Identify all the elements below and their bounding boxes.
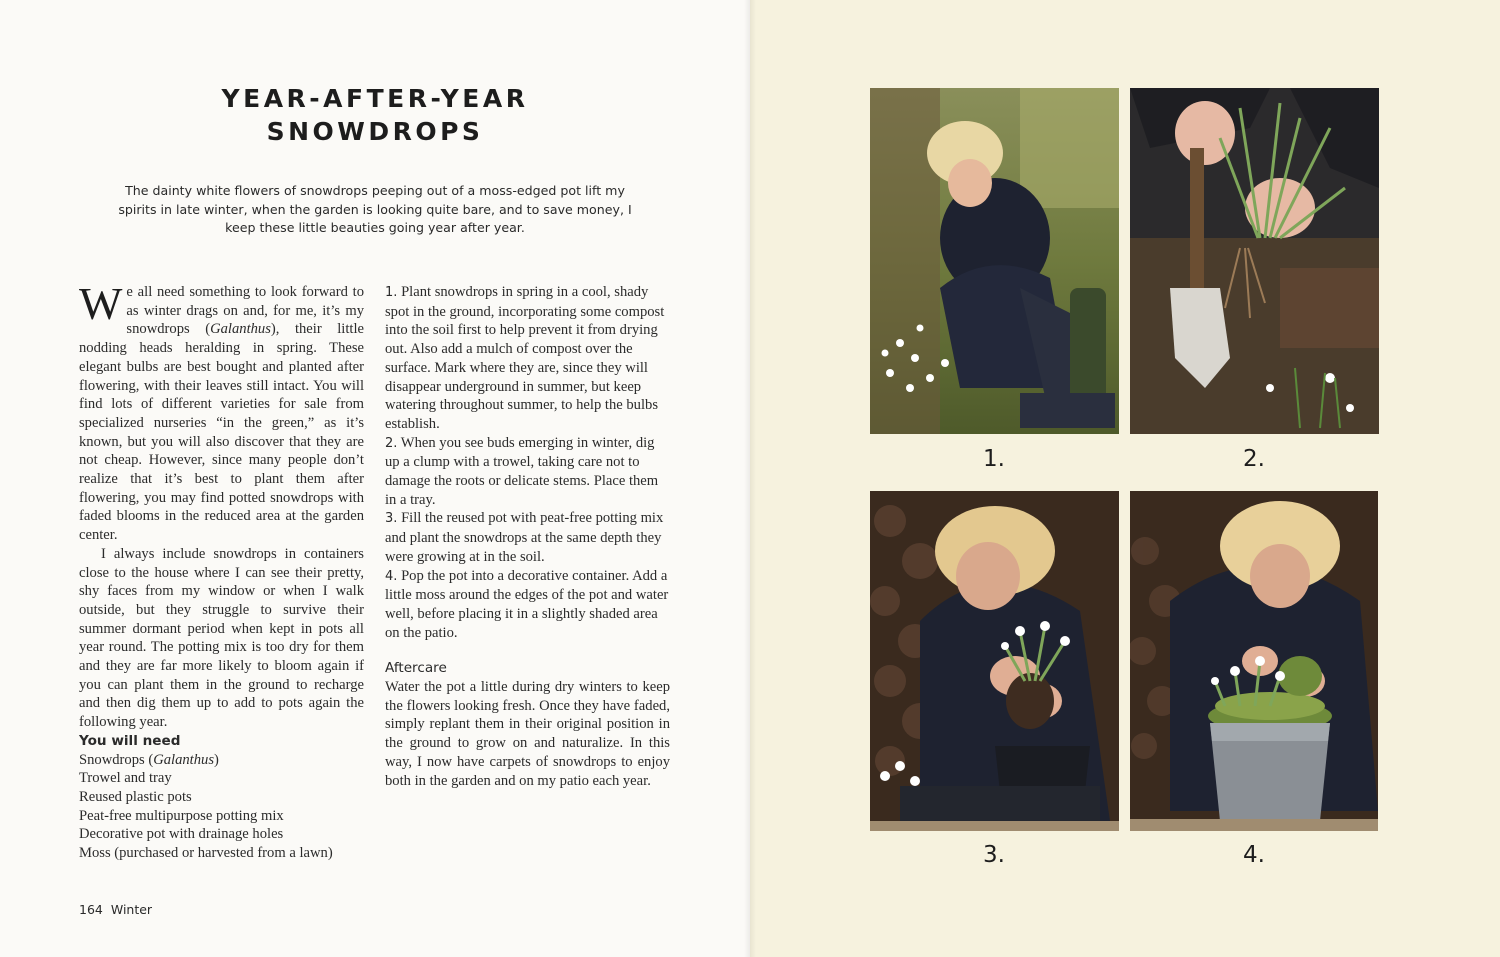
photo-caption-3: 3. [983,842,1005,868]
aftercare-paragraph: Water the pot a little during dry winters to keep the flowers looking fresh. Once they have faded, simply replant them in their original position in the ground to grow on and naturalize. In this way, I now have carpets of snowdrops to enjoy both in the garden and on my patio each year. [385,679,670,789]
photo-step-1-image [870,88,1119,434]
list-item: Moss (purchased or harvested from a lawn) [79,845,333,862]
folio [79,902,152,917]
section-name: Winter [110,902,153,917]
right-page [750,0,1500,957]
intro-paragraph: The dainty white flowers of snowdrops peeping out of a moss-edged pot lift my spirits in late winter, when the garden is looking quite bare, and to save money, I keep these little beauties going year after year. [118,183,632,236]
drop-cap: W [79,278,123,329]
body-paragraph-2: I always include snowdrops in containers close to the house where I can see their pretty, shy faces from my window or when I walk outside, but they struggle to survive their summer dormant period when kept in pots all year round. The potting mix is too dry for them and they are far more likely to bloom again if you can plant them in the ground to recharge and then dig them up to add to pots again the following year. [79,545,364,731]
photo-step-3 [870,491,1119,831]
right-text-column [385,283,670,790]
book-gutter [744,0,756,957]
photo-step-2-image [1130,88,1379,434]
list-item: Peat-free multipurpose potting mix [79,807,284,824]
list-item: Reused plastic pots [79,788,192,805]
photo-caption-1: 1. [983,446,1005,472]
photo-caption-4: 4. [1243,842,1265,868]
step-2: 2. When you see buds emerging in winter, dig up a clump with a trowel, taking care not to damage the roots or delicate stems. Place them in a tray. [385,434,659,508]
page-number: 164 [79,902,103,917]
list-item: Snowdrops (Galanthus) [79,751,219,768]
title-line-2: SNOWDROPS [266,117,484,146]
body-paragraph-1: We all need something to look forward to as winter drags on and, for me, it’s my snowdrops (Galanthus), their little nodding heads heralding in spring. These elegant bulbs are best bought and planted after flowering, with their leaves still intact. You will find lots of different varieties for sale from specialized nurseries “in the green,” as it’s known, but you will also discover that they are not cheap. However, since many people don’t realize that it’s best to plant them after flowering, you may find potted snowdrops with faded blooms in the reduced area at the garden center. [79,278,364,544]
aftercare-heading: Aftercare [385,660,447,677]
materials-list [79,751,364,863]
photo-step-1 [870,88,1119,434]
step-3: 3. Fill the reused pot with peat-free potting mix and plant the snowdrops at the same depth they were growing at in the soil. [385,510,664,565]
photo-caption-2: 2. [1243,446,1265,472]
left-text-column [79,278,364,863]
list-item: Trowel and tray [79,770,172,787]
title-line-1: YEAR-AFTER-YEAR [221,84,529,113]
step-4: 4. Pop the pot into a decorative container. Add a little moss around the edges of the pot and water well, before placing it in a slightly shaded area on the patio. [385,567,669,641]
photo-step-4-image [1130,491,1378,831]
photo-step-4 [1130,491,1378,831]
page-title [90,82,660,148]
step-1: 1. Plant snowdrops in spring in a cool, shady spot in the ground, incorporating some compost into the soil first to help prevent it from drying out. Also add a mulch of compost over the surface. Mark where they are, since they will disappear underground in summer, but keep watering throughout summer, to help the bulbs establish. [385,284,665,432]
photo-step-2 [1130,88,1379,434]
you-will-need-heading: You will need [79,732,181,749]
list-item: Decorative pot with drainage holes [79,826,284,843]
photo-step-3-image [870,491,1119,831]
